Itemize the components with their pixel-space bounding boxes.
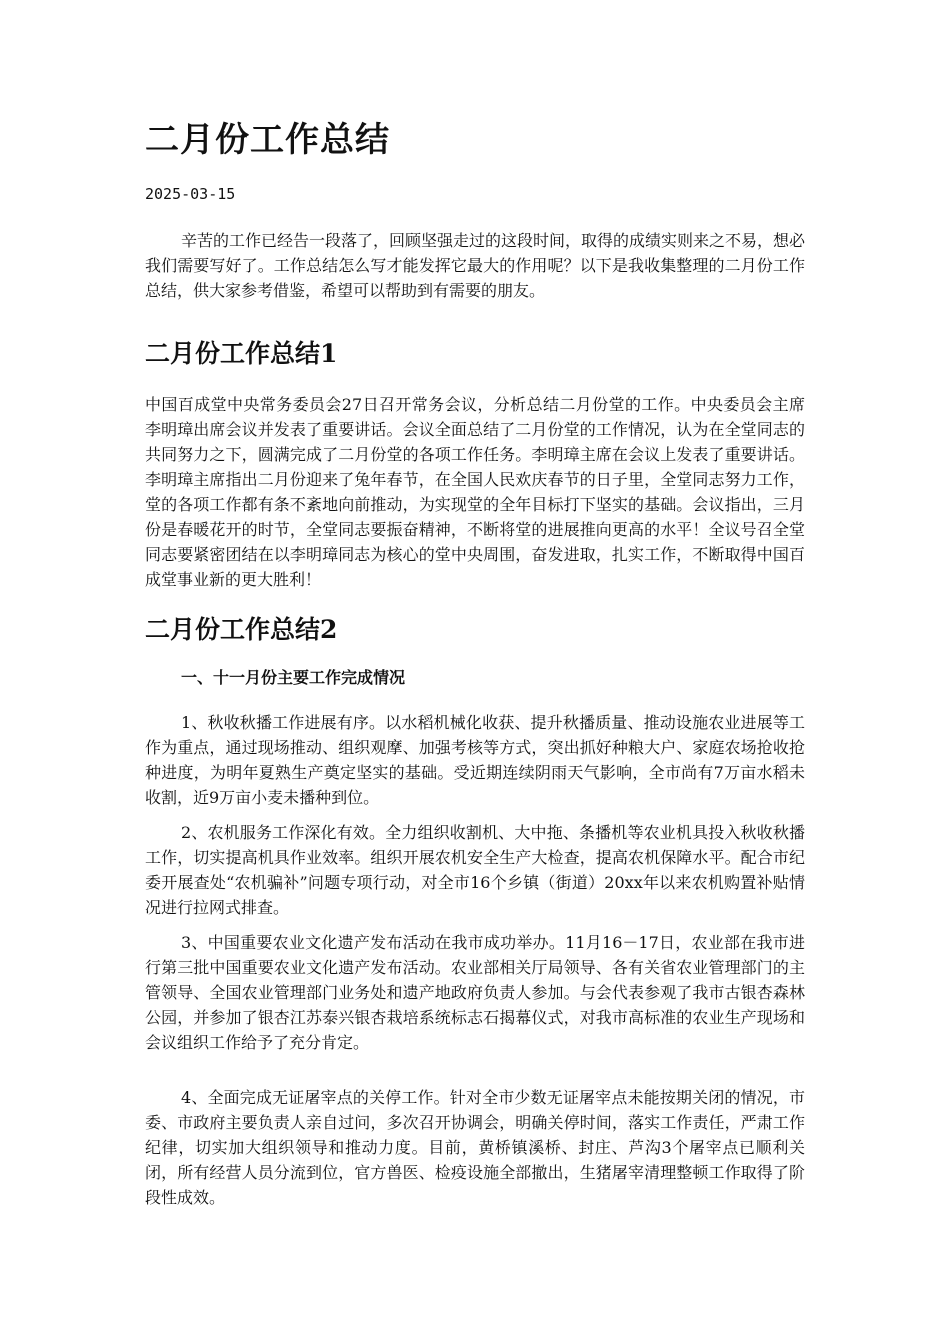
intro-paragraph: 辛苦的工作已经告一段落了，回顾坚强走过的这段时间，取得的成绩实则来之不易，想必我们需要写好了。工作总结怎么写才能发挥它最大的作用呢？以下是我收集整理的二月份工作总结，供大家参考借鉴，希望可以帮助到有需要的朋友。 xyxy=(145,231,806,300)
document-title: 二月份工作总结 xyxy=(145,120,390,160)
section-2-paragraph-2: 2、农机服务工作深化有效。全力组织收割机、大中拖、条播机等农业机具投入秋收秋播工作，切实提高机具作业效率。组织开展农机安全生产大检查，提高农机保障水平。配合市纪委开展查处“农机骗补”问题专项行动，对全市16个乡镇（街道）20xx年以来农机购置补贴情况进行拉网式排查。 xyxy=(145,823,805,917)
section-2-paragraph-1: 1、秋收秋播工作进展有序。以水稻机械化收获、提升秋播质量、推动设施农业进展等工作为重点，通过现场推动、组织观摩、加强考核等方式，突出抓好种粮大户、家庭农场抢收抢种进度，为明年夏熟生产奠定坚实的基础。受近期连续阴雨天气影响，全市尚有7万亩水稻未收割，近9万亩小麦未播种到位。 xyxy=(145,713,805,807)
section-heading-2: 二月份工作总结2 xyxy=(145,615,338,644)
section-heading-1: 二月份工作总结1 xyxy=(145,339,338,368)
section-2-paragraph-4: 4、全面完成无证屠宰点的关停工作。针对全市少数无证屠宰点未能按期关闭的情况，市委、市政府主要负责人亲自过问，多次召开协调会，明确关停时间，落实工作责任，严肃工作纪律，切实加大组织领导和推动力度。目前，黄桥镇溪桥、封庄、芦沟3个屠宰点已顺利关闭，所有经营人员分流到位，官方兽医、检疫设施全部撤出，生猪屠宰清理整顿工作取得了阶段性成效。 xyxy=(145,1088,805,1207)
section-2-paragraph-3: 3、中国重要农业文化遗产发布活动在我市成功举办。11月16－17日，农业部在我市进行第三批中国重要农业文化遗产发布活动。农业部相关厅局领导、各有关省农业管理部门的主管领导、全国农业管理部门业务处和遗产地政府负责人参加。与会代表参观了我市古银杏森林公园，并参加了银杏江苏泰兴银杏栽培系统标志石揭幕仪式，对我市高标准的农业生产现场和会议组织工作给予了充分肯定。 xyxy=(145,933,805,1052)
section-1-paragraph: 中国百成堂中央常务委员会27日召开常务会议，分析总结二月份堂的工作。中央委员会主席李明璋出席会议并发表了重要讲话。会议全面总结了二月份堂的工作情况，认为在全堂同志的共同努力之下，圆满完成了二月份堂的各项工作任务。李明璋主席在会议上发表了重要讲话。李明璋主席指出二月份迎来了兔年春节，在全国人民欢庆春节的日子里，全堂同志努力工作，堂的各项工作都有条不紊地向前推动，为实现堂的全年目标打下坚实的基础。会议指出，三月份是春暖花开的时节，全堂同志要振奋精神，不断将堂的进展推向更高的水平！全议号召全堂同志要紧密团结在以李明璋同志为核心的堂中央周围，奋发进取，扎实工作，不断取得中国百成堂事业新的更大胜利！ xyxy=(145,395,805,589)
document-date: 2025-03-15 xyxy=(145,185,236,203)
section-2-subheading: 一、十一月份主要工作完成情况 xyxy=(181,668,406,687)
